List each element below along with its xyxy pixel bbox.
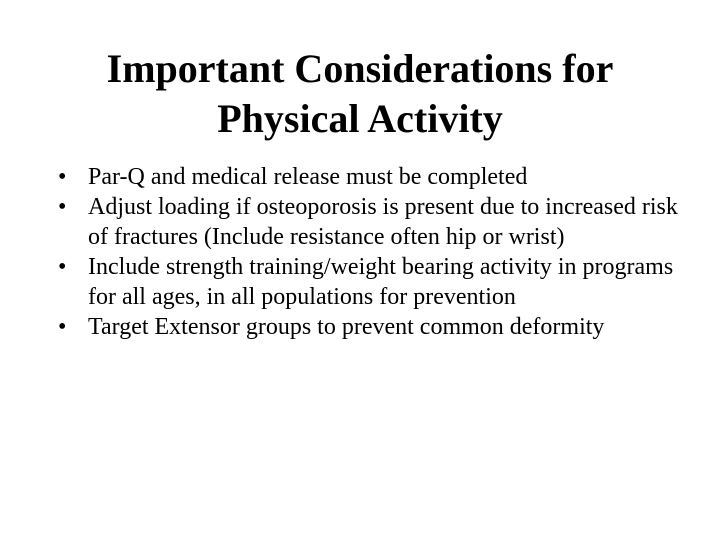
bullet-marker: • bbox=[58, 194, 67, 220]
bullet-marker: • bbox=[58, 254, 67, 280]
bullet-text: Target Extensor groups to prevent common deformity bbox=[88, 314, 605, 340]
bullet-item bbox=[58, 192, 688, 252]
bullet-item bbox=[58, 252, 688, 312]
bullet-item bbox=[58, 312, 688, 342]
bullet-marker: • bbox=[58, 314, 67, 340]
slide-title-line-1: Important Considerations for bbox=[106, 46, 614, 91]
bullet-text: Adjust loading if osteoporosis is present due to increased risk of fractures (Include resistance often hip or wrist) bbox=[88, 194, 678, 250]
bullet-text: Include strength training/weight bearing activity in programs for all ages, in all populations for prevention bbox=[88, 254, 674, 310]
slide-title bbox=[40, 44, 680, 144]
bullet-marker: • bbox=[58, 164, 67, 190]
slide-title-line-2: Physical Activity bbox=[217, 96, 503, 141]
bullet-item bbox=[58, 162, 688, 192]
bullet-list bbox=[58, 162, 688, 342]
bullet-text: Par-Q and medical release must be completed bbox=[88, 164, 528, 190]
